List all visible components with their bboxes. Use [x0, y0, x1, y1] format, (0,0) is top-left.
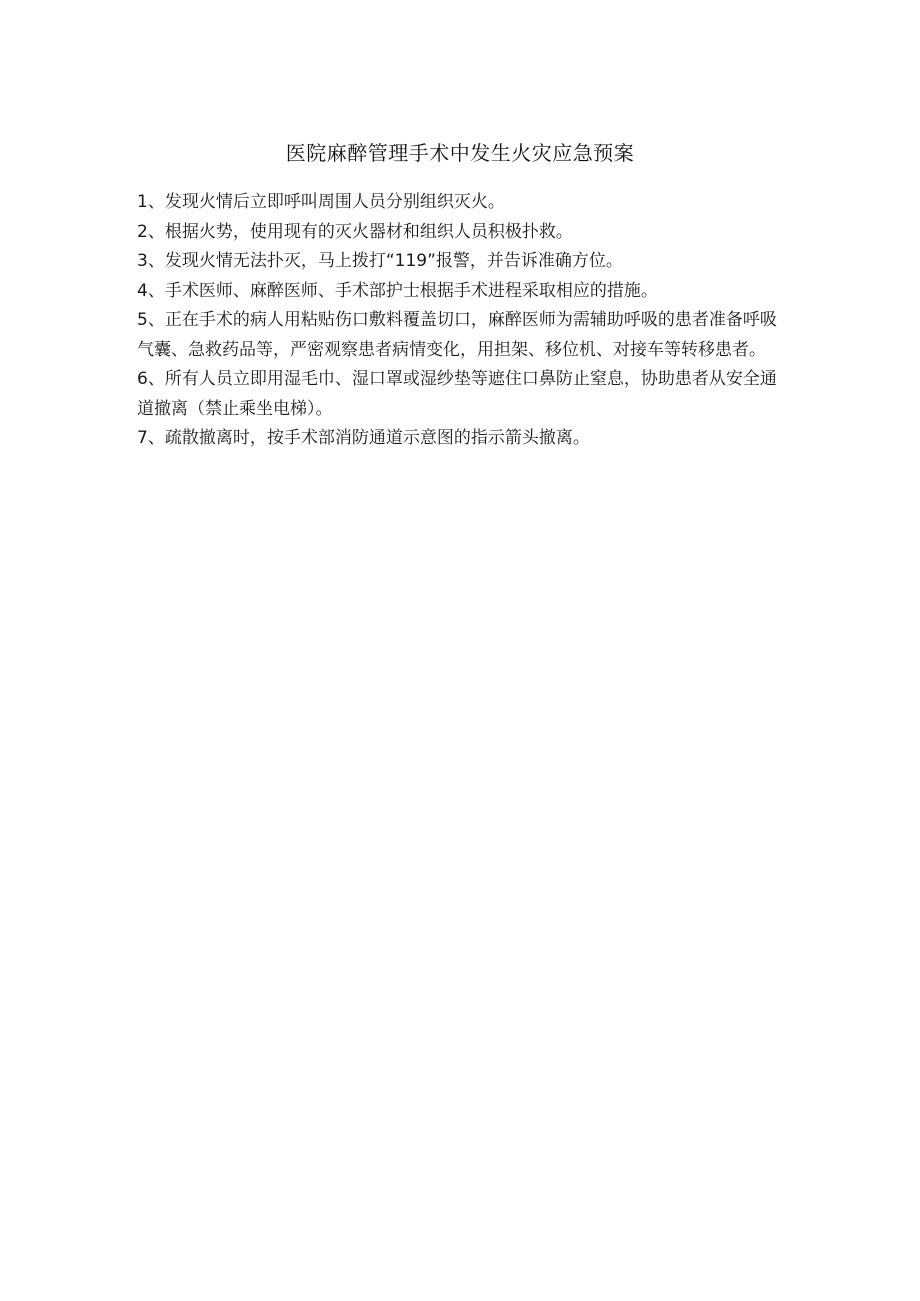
list-item: 3、发现火情无法扑灭，马上拨打“119”报警，并告诉准确方位。 [137, 251, 623, 271]
list-item: 1、发现火情后立即呼叫周围人员分别组织灭火。 [137, 192, 505, 212]
list-item: 5、正在手术的病人用粘贴伤口敷料覆盖切口，麻醉医师为需辅助呼吸的患者准备呼吸气囊、急救药品等，严密观察患者病情变化，用担架、移位机、对接车等转移患者。 [137, 310, 777, 360]
list-item: 2、根据火势，使用现有的灭火器材和组织人员积极扑救。 [137, 221, 573, 242]
document-title: 医院麻醉管理手术中发生火灾应急预案 [285, 141, 635, 165]
list-item: 7、疏散撤离时，按手术部消防通道示意图的指示箭头撤离。 [137, 428, 590, 448]
document-body [137, 188, 787, 454]
list-item: 4、手术医师、麻醉医师、手术部护士根据手术进程采取相应的措施。 [137, 280, 658, 301]
list-item: 6、所有人员立即用湿毛巾、湿口罩或湿纱垫等遮住口鼻防止窒息，协助患者从安全通道撤离（禁止乘坐电梯）。 [137, 369, 777, 419]
